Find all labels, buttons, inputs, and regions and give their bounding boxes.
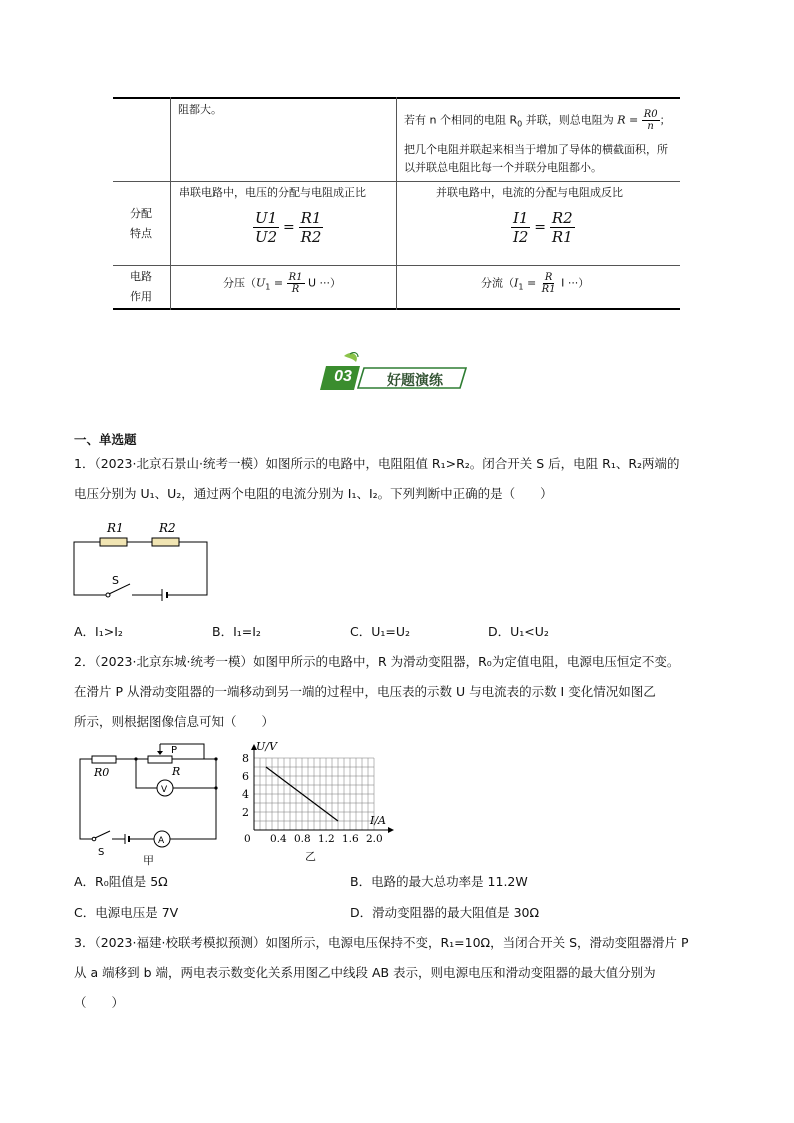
fraction (550, 209, 575, 246)
denominator: R1 (541, 284, 556, 295)
r-label: R (172, 765, 181, 778)
q3-line2: 从 a 端移到 b 端，两电表示数变化关系用图乙中线段 AB 表示，则电源电压和滑动变阻器的最大值分别为 (74, 965, 656, 980)
text: = (523, 276, 540, 290)
q3-line3: （ ） (74, 995, 125, 1010)
x-tick-label: 1.6 (342, 833, 359, 845)
q1-option-b[interactable]: B．I₁=I₂ (212, 624, 261, 639)
denominator: I2 (513, 228, 529, 246)
wire (74, 542, 106, 595)
parallel-distribution-text: 并联电路中，电流的分配与电阻成反比 (436, 186, 623, 199)
numerator: U1 (255, 209, 278, 227)
row1-right-line2: 把几个电阻并联起来相当于增加了导体的横截面积，所 (404, 143, 668, 156)
x-tick-label: 1.2 (318, 833, 335, 845)
q2-option-d[interactable]: D．滑动变阻器的最大阻值是 30Ω (350, 905, 540, 920)
slider-arrow (157, 751, 163, 755)
denominator: n (647, 121, 654, 132)
text: 并联，则总电阻为 (522, 113, 618, 127)
p-label: P (171, 745, 178, 756)
formula-table (113, 97, 680, 310)
switch-s (95, 831, 110, 838)
resistor-r0 (92, 756, 116, 763)
current-divider-formula (481, 272, 589, 295)
q1-circuit-diagram (70, 518, 212, 606)
wire (80, 759, 92, 839)
leaf-icon (344, 353, 357, 362)
var: I (514, 276, 519, 290)
row2-label-1: 分配 (130, 207, 152, 220)
numerator: R0 (643, 109, 658, 120)
denominator: R (291, 284, 300, 295)
y-tick-labels (242, 752, 249, 819)
q2-circuit-diagram (70, 742, 230, 862)
resistor-r1 (100, 538, 127, 546)
q1-line1: 1．（2023·北京石景山·统考一模）如图所示的电路中，电阻阻值 R₁>R₂。闭合开关 S 后，电阻 R₁、R₂两端的 (74, 456, 680, 471)
switch-label: S (98, 847, 105, 858)
row3-label-1: 电路 (130, 270, 152, 283)
fraction (287, 272, 305, 295)
series-distribution-text: 串联电路中，电压的分配与电阻成正比 (179, 186, 366, 199)
voltage-divider-formula (223, 272, 341, 295)
x-axis-label: I/A (370, 814, 386, 827)
fraction (511, 209, 530, 246)
banner-number: 03 (334, 368, 352, 385)
row1-right-line1 (404, 109, 671, 132)
x-tick-labels (244, 833, 383, 845)
denominator: R1 (551, 228, 573, 246)
numerator: R2 (551, 209, 573, 227)
q2-line2: 在滑片 P 从滑动变阻器的一端移动到另一端的过程中，电压表的示数 U 与电流表的示数 I 变化情况如图乙 (74, 684, 656, 699)
var: U (256, 276, 266, 290)
denominator: R2 (300, 228, 322, 246)
x-tick-label: 0.4 (270, 833, 287, 845)
parallel-ratio-formula (511, 209, 575, 246)
numerator: I1 (513, 209, 529, 227)
y-axis-label: U/V (256, 740, 277, 753)
q1-line2: 电压分别为 U₁、U₂，通过两个电阻的电流分别为 I₁、I₂。下列判断中正确的是（ ） (74, 486, 553, 501)
text: U ···） (308, 276, 342, 290)
q2-option-b[interactable]: B．电路的最大总功率是 11.2W (350, 874, 528, 889)
q2-option-c[interactable]: C．电源电压是 7V (74, 905, 179, 920)
numerator: R1 (300, 209, 322, 227)
q1-option-c[interactable]: C．U₁=U₂ (350, 624, 411, 639)
graph-grid (254, 758, 374, 830)
text: 若有 n 个相同的电阻 R (404, 113, 518, 127)
row1-left-text: 阻都大。 (178, 103, 222, 116)
graph-caption-yi: 乙 (305, 850, 316, 863)
series-ratio-formula (253, 209, 323, 246)
subscript: 1 (265, 282, 271, 292)
wire (168, 542, 207, 595)
fraction (253, 209, 279, 246)
y-tick-label: 2 (242, 806, 249, 819)
q1-option-d[interactable]: D．U₁<U₂ (488, 624, 549, 639)
numerator: R1 (288, 272, 303, 283)
y-tick-label: 4 (242, 788, 249, 801)
r1-label: R1 (107, 521, 124, 535)
equals-sign: = (283, 219, 295, 236)
q2-option-a[interactable]: A．R₀阻值是 5Ω (74, 874, 168, 889)
y-tick-label: 8 (242, 752, 249, 765)
x-tick-label: 0.8 (294, 833, 311, 845)
text: I ···） (561, 276, 590, 290)
row3-label-2: 作用 (130, 290, 152, 303)
row1-right-line3: 以并联总电阻比每一个并联分电阻都小。 (404, 161, 602, 174)
banner-title: 好题演练 (387, 373, 443, 389)
text: 分压（ (223, 276, 256, 290)
circuit-caption-jia: 甲 (143, 854, 154, 867)
table-col-divider (170, 97, 171, 310)
section-banner (320, 352, 470, 392)
section-title: 一、单选题 (74, 432, 137, 447)
denominator: U2 (255, 228, 278, 246)
y-tick-label: 6 (242, 770, 249, 783)
x-axis-arrow (388, 827, 394, 833)
text: = (270, 276, 287, 290)
formula-lhs: R = (617, 113, 639, 127)
r0-label: R0 (94, 766, 110, 779)
row2-label-2: 特点 (130, 227, 152, 240)
q3-line1: 3．（2023·福建·校联考模拟预测）如图所示，电源电压保持不变，R₁=10Ω，当闭合开关 S，滑动变阻器滑片 P (74, 935, 689, 950)
fraction (540, 272, 558, 295)
subscript: 1 (518, 282, 524, 292)
text: 分流（ (481, 276, 514, 290)
table-col-divider (396, 97, 397, 310)
q1-option-a[interactable]: A．I₁>I₂ (74, 624, 123, 639)
rheostat-r (148, 756, 172, 763)
fraction (642, 109, 660, 132)
numerator: R (544, 272, 553, 283)
ammeter-label: A (158, 836, 165, 846)
x-tick-label: 0 (244, 833, 251, 845)
resistor-r2 (152, 538, 179, 546)
x-tick-label: 2.0 (366, 833, 383, 845)
voltmeter-label: V (161, 785, 168, 795)
subscript: 0 (517, 119, 523, 129)
q2-ui-graph (240, 738, 400, 846)
fraction (299, 209, 324, 246)
text: ； (659, 113, 671, 127)
equals-sign: = (534, 219, 547, 236)
switch-label: S (112, 574, 119, 587)
q2-line3: 所示，则根据图像信息可知（ ） (74, 714, 275, 729)
q2-line1: 2．（2023·北京东城·统考一模）如图甲所示的电路中，R 为滑动变阻器，R₀为定值电阻，电源电压恒定不变。 (74, 654, 680, 669)
r2-label: R2 (159, 521, 176, 535)
